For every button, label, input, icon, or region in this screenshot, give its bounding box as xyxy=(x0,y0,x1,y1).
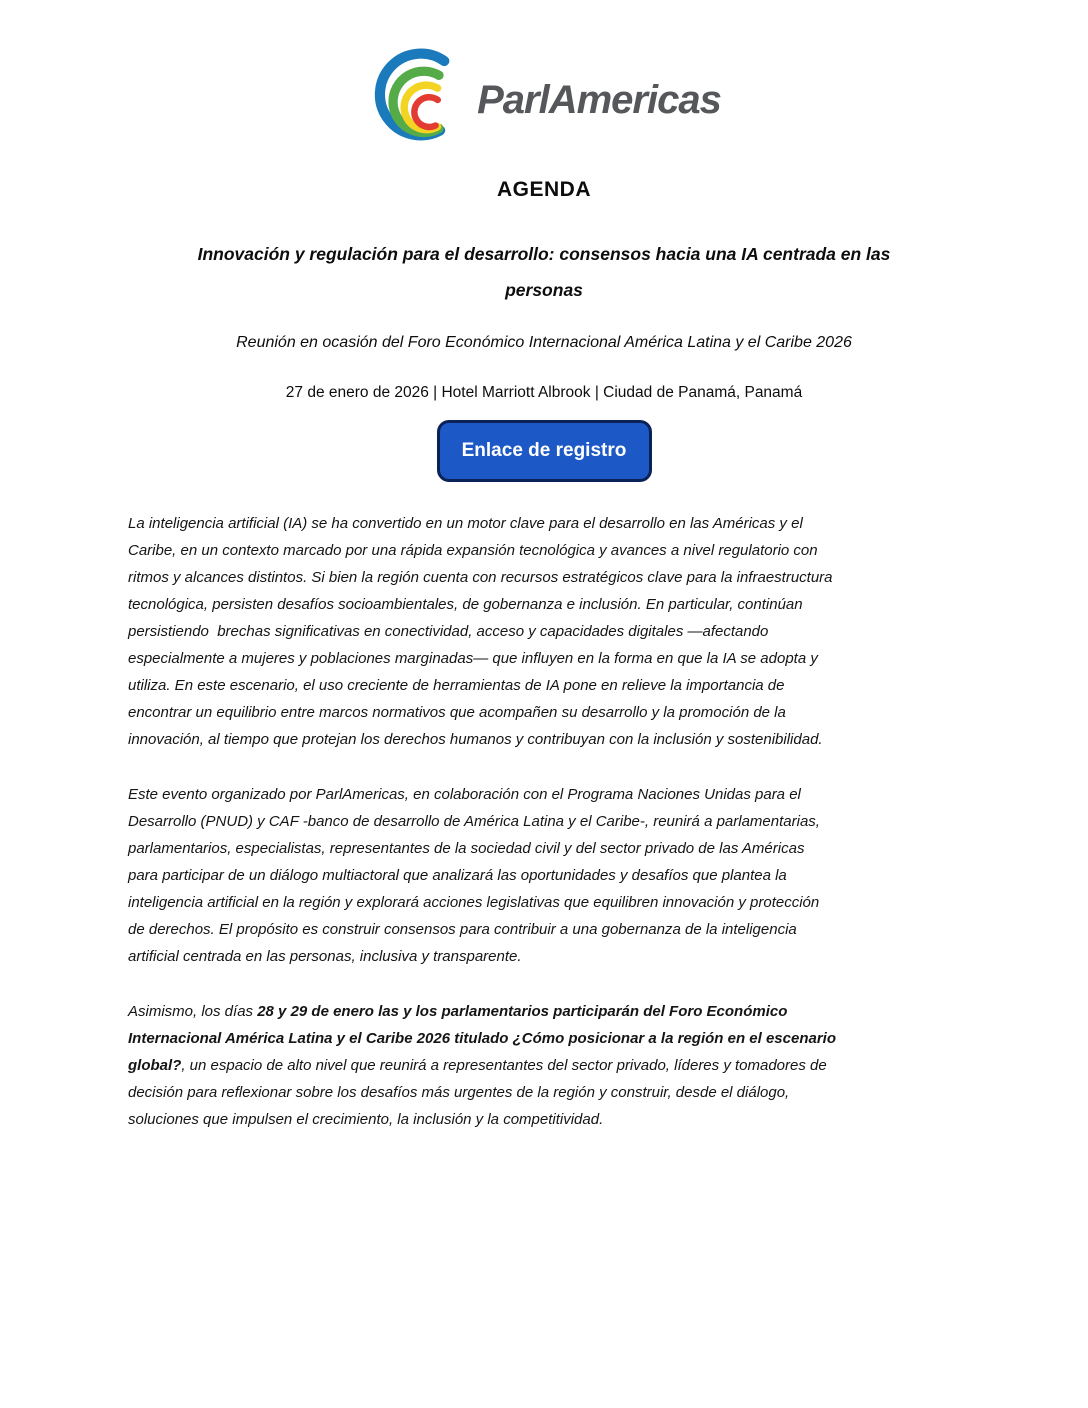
event-subtitle: Reunión en ocasión del Foro Económico Internacional América Latina y el Caribe 2026 xyxy=(236,334,852,351)
paragraph-line xyxy=(128,1052,960,1079)
paragraph-line: especialmente a mujeres y poblaciones marginadas— que influyen en la forma en que la IA se adopta y xyxy=(128,650,818,667)
bold-text-segment: global? xyxy=(128,1057,182,1074)
register-link-button[interactable]: Enlace de registro xyxy=(437,420,652,482)
text-segment: Asimismo, los días xyxy=(128,1003,258,1020)
paragraph-line: La inteligencia artificial (IA) se ha convertido en un motor clave para el desarrollo en las Américas y el xyxy=(128,515,803,532)
parlamericas-logo-text: ParlAmericas xyxy=(477,77,721,122)
paragraph-line xyxy=(128,998,960,1025)
paragraph-line: encontrar un equilibrio entre marcos normativos que acompañen su desarrollo y la promoción de la xyxy=(128,704,786,721)
paragraph-line: Este evento organizado por ParlAmericas, en colaboración con el Programa Naciones Unidas para el xyxy=(128,786,801,803)
paragraph-line: artificial centrada en las personas, inclusiva y transparente. xyxy=(128,948,522,965)
paragraph-line: soluciones que impulsen el crecimiento, la inclusión y la competitividad. xyxy=(128,1111,604,1128)
document-body xyxy=(128,510,960,1133)
agenda-heading: AGENDA xyxy=(496,178,591,201)
paragraph-line: Caribe, en un contexto marcado por una rápida expansión tecnológica y avances a nivel regulatorio con xyxy=(128,542,818,559)
paragraph-line: Internacional América Latina y el Caribe 2026 titulado ¿Cómo posicionar a la región en el escenario xyxy=(128,1030,836,1047)
paragraph-line: ritmos y alcances distintos. Si bien la región cuenta con recursos estratégicos clave para la infraestructura xyxy=(128,569,833,586)
parlamericas-arcs-icon xyxy=(367,48,471,152)
paragraph-line: parlamentarios, especialistas, representantes de la sociedad civil y del sector privado de las Américas xyxy=(128,840,805,857)
paragraph-line: innovación, al tiempo que protejan los derechos humanos y contribuyan con la inclusión y sostenibilidad. xyxy=(128,731,823,748)
paragraph-line: para participar de un diálogo multiactoral que analizará las oportunidades y desafíos que plantea la xyxy=(128,867,787,884)
event-date-location: 27 de enero de 2026 | Hotel Marriott Albrook | Ciudad de Panamá, Panamá xyxy=(285,384,803,401)
parlamericas-logo xyxy=(0,0,1088,152)
event-title xyxy=(0,236,1088,308)
event-description-paragraph xyxy=(128,781,960,970)
paragraph-line: inteligencia artificial en la región y explorará acciones legislativas que equilibren innovación y protección xyxy=(128,894,820,911)
bold-text-segment: 28 y 29 de enero las y los parlamentarios participarán del Foro Económico xyxy=(257,1003,788,1020)
paragraph-line: utiliza. En este escenario, el uso creciente de herramientas de IA pone en relieve la importancia de xyxy=(128,677,785,694)
paragraph-line: tecnológica, persisten desafíos socioambientales, de gobernanza e inclusión. En particular, continúan xyxy=(128,596,803,613)
paragraph-line: persistiendo brechas significativas en conectividad, acceso y capacidades digitales —afectando xyxy=(128,623,769,640)
paragraph-line: de derechos. El propósito es construir consensos para contribuir a una gobernanza de la inteligencia xyxy=(128,921,797,938)
text-segment: , un espacio de alto nivel que reunirá a representantes del sector privado, líderes y tomadores de xyxy=(181,1057,827,1074)
forum-paragraph xyxy=(128,998,960,1133)
intro-paragraph xyxy=(128,510,960,753)
event-title-line1: Innovación y regulación para el desarrollo: consensos hacia una IA centrada en las xyxy=(197,244,891,264)
register-button-row xyxy=(0,420,1088,482)
event-title-line2: personas xyxy=(505,280,583,300)
paragraph-line: decisión para reflexionar sobre los desafíos más urgentes de la región y construir, desde el diálogo, xyxy=(128,1084,790,1101)
paragraph-line: Desarrollo (PNUD) y CAF -banco de desarrollo de América Latina y el Caribe-, reunirá a parlamentarias, xyxy=(128,813,820,830)
